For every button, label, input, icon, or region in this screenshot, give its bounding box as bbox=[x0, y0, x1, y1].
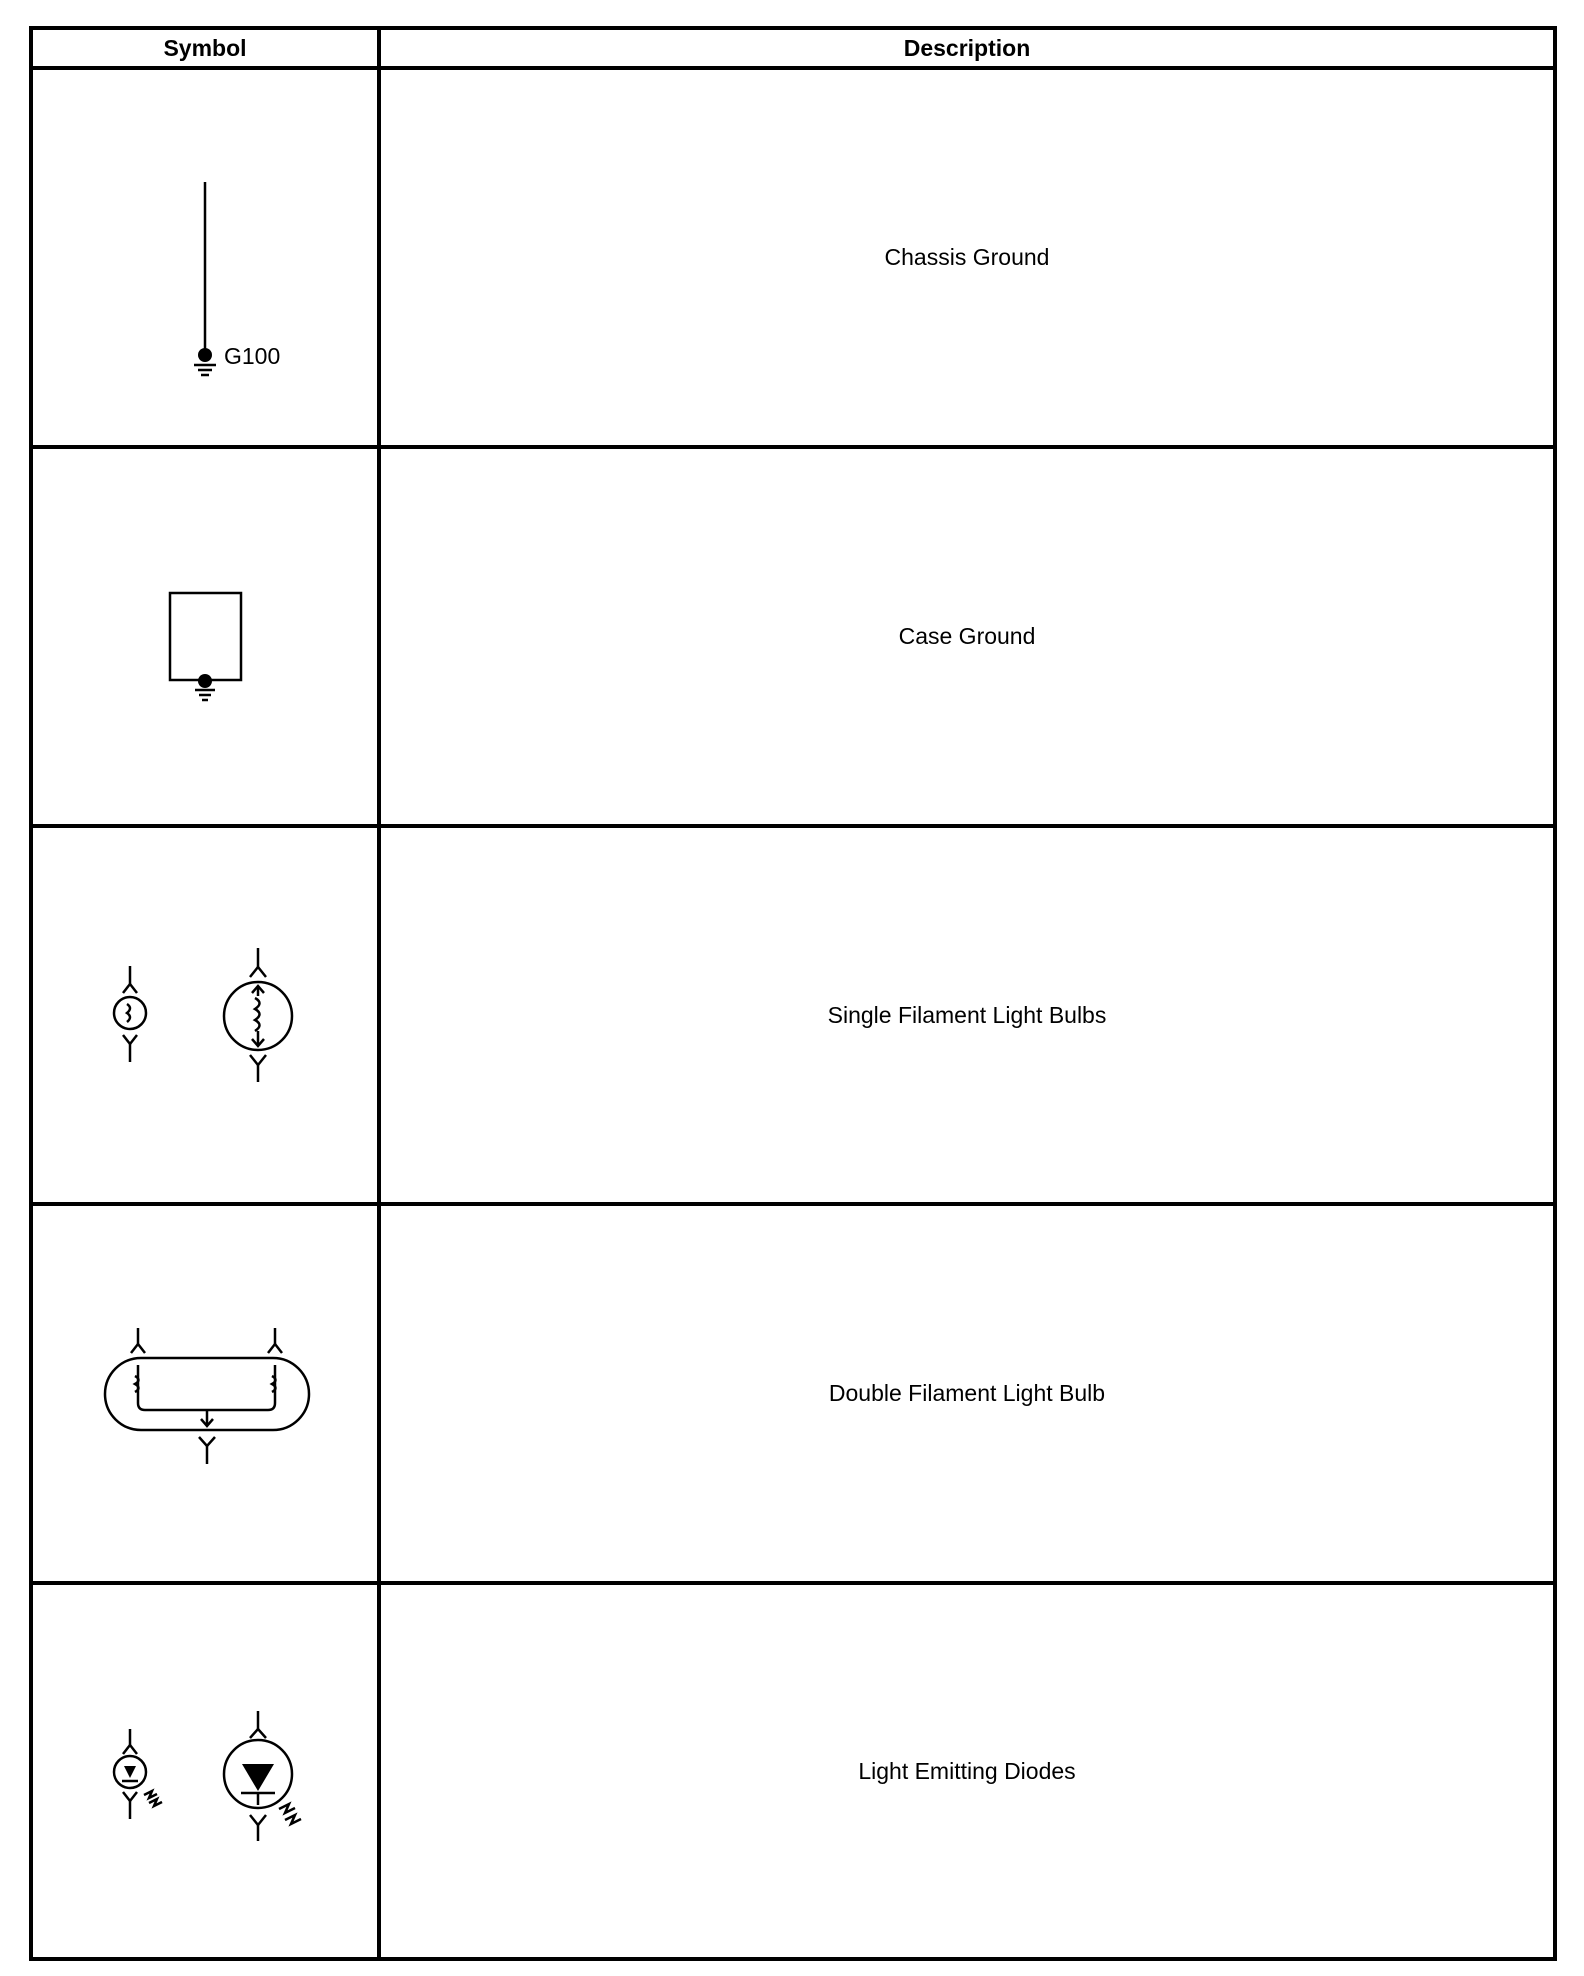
table-row bbox=[31, 68, 379, 447]
chassis-ground-icon bbox=[31, 68, 379, 447]
row-description: Double Filament Light Bulb bbox=[828, 1380, 1106, 1406]
row-description: Chassis Ground bbox=[884, 244, 1050, 270]
row-description: Case Ground bbox=[898, 623, 1036, 649]
header-symbol: Symbol bbox=[163, 34, 247, 61]
single-filament-bulb-icon bbox=[31, 826, 379, 1204]
led-icon bbox=[31, 1583, 379, 1959]
table-row bbox=[31, 1583, 379, 1959]
table-row bbox=[31, 826, 379, 1204]
table-row bbox=[31, 447, 379, 826]
table-row bbox=[31, 1204, 379, 1583]
case-ground-icon bbox=[31, 447, 379, 826]
ground-label: G100 bbox=[224, 343, 281, 369]
row-description: Light Emitting Diodes bbox=[858, 1757, 1076, 1784]
double-filament-bulb-icon bbox=[31, 1204, 379, 1583]
row-description: Single Filament Light Bulbs bbox=[827, 1001, 1107, 1028]
header-description: Description bbox=[903, 34, 1031, 61]
